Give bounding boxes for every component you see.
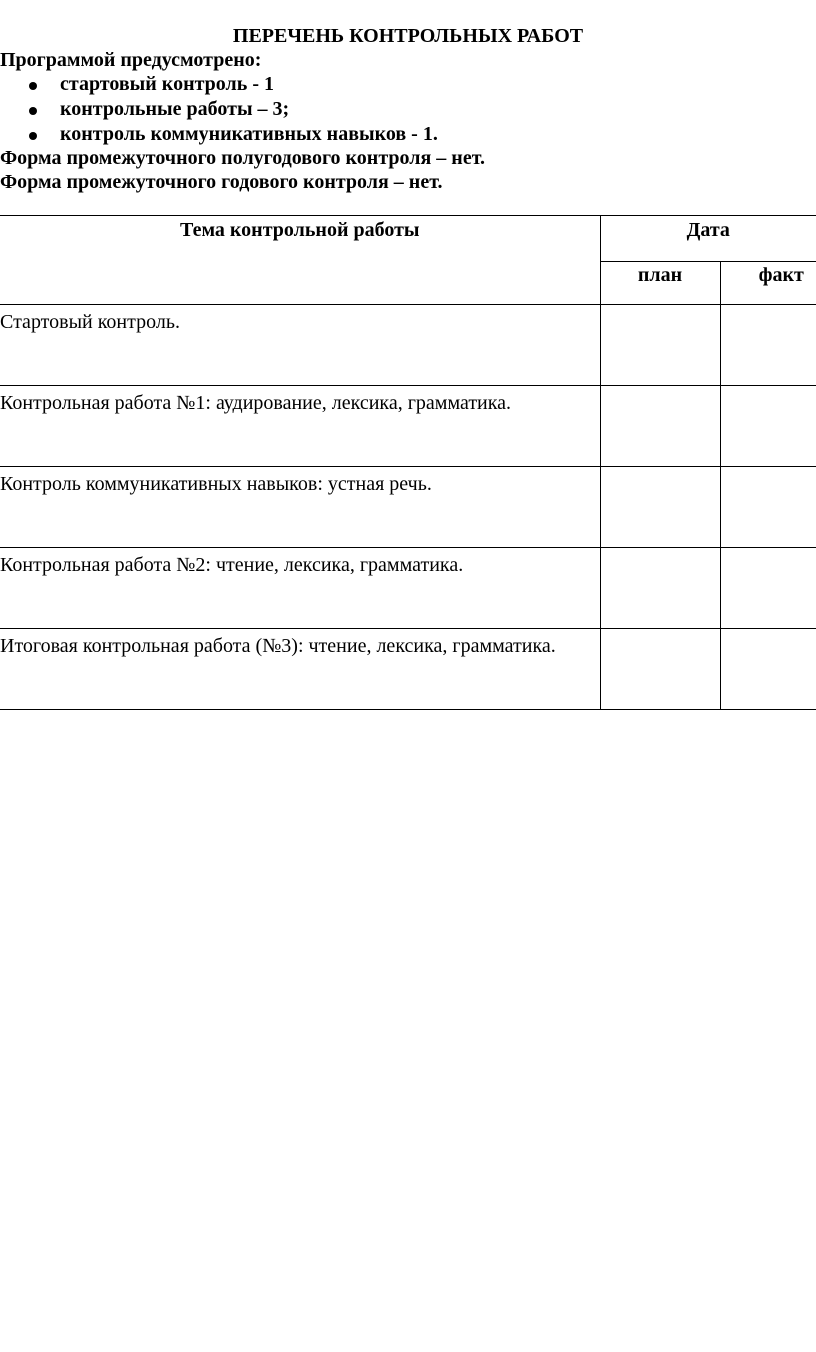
header-fact: факт: [720, 262, 816, 305]
list-item-text: контроль коммуникативных навыков - 1.: [60, 123, 438, 145]
provisions-list: [0, 72, 438, 147]
list-item-text: контрольные работы – 3;: [60, 98, 290, 120]
table-row: [0, 305, 816, 386]
row-topic: Контрольная работа №1: аудирование, лексика, грамматика.: [0, 386, 600, 467]
table-row: [0, 548, 816, 629]
semester-control-form: Форма промежуточного полугодового контроля – нет.: [0, 147, 486, 169]
row-topic: Контроль коммуникативных навыков: устная речь.: [0, 467, 600, 548]
row-fact-cell: [720, 305, 816, 386]
document-title: ПЕРЕЧЕНЬ КОНТРОЛЬНЫХ РАБОТ: [232, 25, 584, 47]
row-plan-cell: [600, 467, 720, 548]
row-fact-cell: [720, 467, 816, 548]
row-plan-cell: [600, 629, 720, 710]
row-plan-cell: [600, 386, 720, 467]
row-topic: Стартовый контроль.: [0, 305, 600, 386]
header-topic: Тема контрольной работы: [0, 216, 600, 305]
intro-text: Программой предусмотрено:: [0, 49, 262, 71]
row-topic: Контрольная работа №2: чтение, лексика, грамматика.: [0, 548, 600, 629]
list-item-text: стартовый контроль - 1: [60, 73, 274, 95]
table-row: [0, 629, 816, 710]
list-item: [0, 97, 438, 122]
row-plan-cell: [600, 305, 720, 386]
year-control-form: Форма промежуточного годового контроля – нет.: [0, 171, 443, 193]
bullet-icon: [29, 107, 37, 115]
row-fact-cell: [720, 386, 816, 467]
header-date: Дата: [600, 216, 816, 262]
row-fact-cell: [720, 629, 816, 710]
header-plan: план: [600, 262, 720, 305]
row-plan-cell: [600, 548, 720, 629]
row-fact-cell: [720, 548, 816, 629]
list-item: [0, 122, 438, 147]
control-works-table: [0, 215, 816, 710]
bullet-icon: [29, 132, 37, 140]
row-topic: Итоговая контрольная работа (№3): чтение, лексика, грамматика.: [0, 629, 600, 710]
table-header-row: [0, 216, 816, 262]
bullet-icon: [29, 82, 37, 90]
table-row: [0, 467, 816, 548]
list-item: [0, 72, 438, 97]
table-row: [0, 386, 816, 467]
